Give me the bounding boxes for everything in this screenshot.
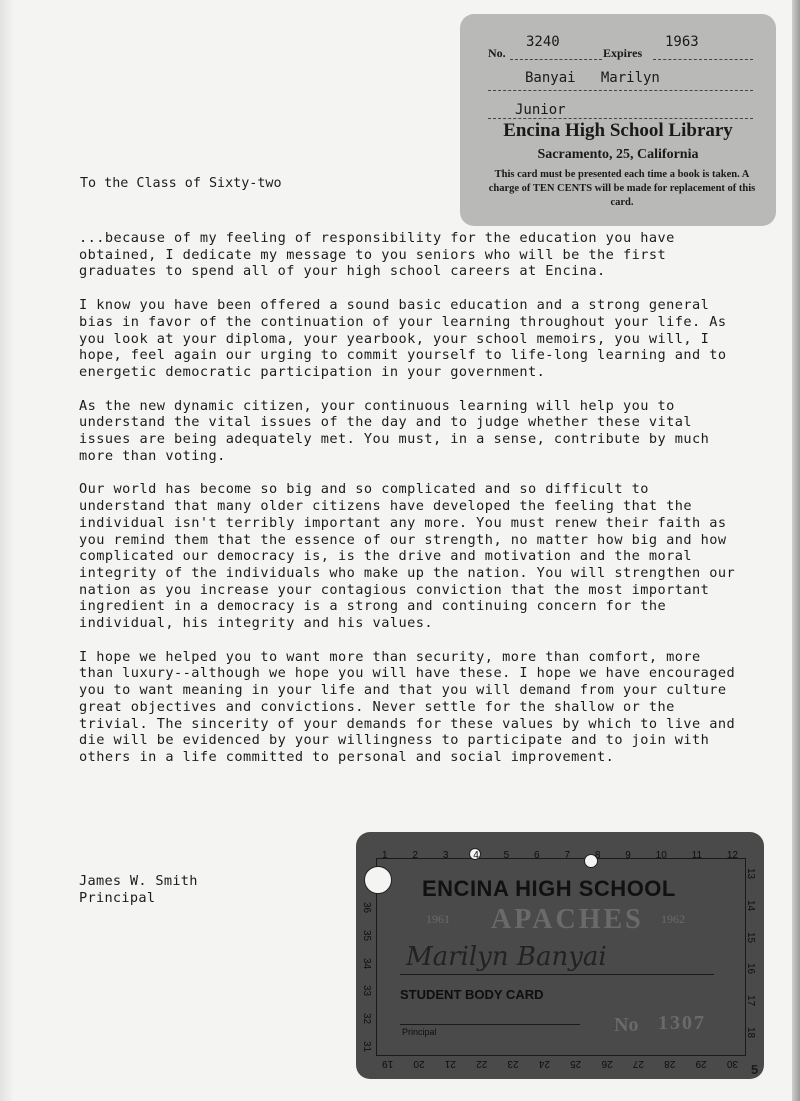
card-number: 2 (412, 850, 418, 861)
card-number: 25 (570, 1058, 582, 1069)
student-card-school: ENCINA HIGH SCHOOL (422, 876, 676, 901)
card-number: 14 (745, 899, 757, 911)
card-number: 17 (745, 995, 757, 1007)
card-number: 36 (361, 901, 373, 914)
student-card-signature-line (400, 974, 714, 975)
letter-paragraph-4: Our world has become so big and so complicated and so difficult to understand that many older citizens have developed the feeling that the individual isn't terribly important any more. You must renew their faith as you remind them that the essence of our strength, no matter how big and how complicated our democracy is, is the drive and motivation and the moral integrity of the individuals who make up the nation. You will strengthen our nation as you increase your contagious conviction that the most important ingredient in a democracy is a strong and continuing concern for the individual, his integrity and his values. (79, 481, 736, 632)
library-card-city: Sacramento, 25, California (537, 147, 699, 162)
student-card-year-end: 1962 (661, 912, 685, 926)
card-number: 31 (361, 1040, 373, 1053)
student-card-signature: Marilyn Banyai (406, 942, 607, 972)
letter-paragraph-2: I know you have been offered a sound basic education and a strong general bias in favor of the continuation of your learning throughout your life. As you look at your diploma, your yearbook, your school memoirs, you will, I hope, feel again our urging to commit yourself to life-long learning and to energetic democratic participation in your government. (79, 297, 727, 380)
student-card-top-numbers (376, 850, 744, 861)
card-number: 7 (564, 850, 570, 861)
card-number: 3 (442, 850, 449, 861)
page-edge-right (792, 0, 800, 1101)
card-number: 10 (655, 850, 667, 861)
student-body-card (356, 832, 764, 1079)
library-card-no-value: 3240 (526, 34, 560, 50)
page-number: 5 (751, 1062, 759, 1077)
library-card-name: Banyai Marilyn (525, 70, 660, 86)
letter-paragraph-3: As the new dynamic citizen, your continuous learning will help you to understand the vital issues of the day and to judge whether these vital issues are being adequately met. You must, in a sense, contribute by much more than voting. (79, 397, 710, 464)
student-card-no-value: 1307 (658, 1012, 706, 1034)
card-number: 12 (726, 850, 738, 861)
letter-salutation: To the Class of Sixty-two (80, 176, 282, 191)
card-number: 6 (534, 850, 540, 861)
library-card-title: Encina High School Library (503, 120, 733, 141)
card-number: 20 (413, 1058, 425, 1069)
library-card (460, 14, 776, 226)
signature-name: James W. Smith (79, 873, 198, 889)
card-number: 19 (382, 1058, 394, 1069)
card-number: 35 (361, 929, 373, 941)
student-card-principal-label: Principal (402, 1027, 437, 1037)
student-card-label: STUDENT BODY CARD (400, 987, 544, 1002)
card-number: 8 (594, 850, 601, 861)
card-number: 24 (538, 1058, 550, 1069)
library-card-expires-label: Expires (603, 46, 643, 60)
card-number: 34 (361, 957, 373, 969)
card-number: 9 (625, 850, 631, 861)
card-number: 27 (632, 1058, 644, 1069)
card-number: 15 (745, 931, 757, 943)
library-card-grade: Junior (515, 102, 566, 118)
card-number: 4 (473, 850, 479, 861)
library-card-grade-line (488, 118, 753, 119)
card-number: 32 (361, 1013, 373, 1025)
card-number: 29 (695, 1058, 707, 1069)
student-card-team: APACHES (491, 904, 644, 935)
library-card-notice: This card must be presented each time a book is taken. A charge of TEN CENTS will be made for replacement of this card. (488, 169, 756, 208)
library-card-no-line (510, 59, 602, 60)
card-number: 28 (664, 1058, 676, 1069)
letter-body (79, 230, 739, 783)
letter-paragraph-1: ...because of my feeling of responsibility for the education you have obtained, I dedicate my message to you seniors who will be the first graduates to spend all of your high school careers at Encina. (79, 230, 675, 280)
student-card-right-numbers (744, 868, 758, 1038)
card-number: 16 (745, 963, 757, 975)
library-card-expires-line (653, 59, 753, 60)
card-number: 26 (601, 1058, 613, 1069)
card-number: 21 (444, 1058, 456, 1069)
library-card-expires-value: 1963 (665, 34, 699, 50)
card-number: 30 (726, 1058, 738, 1069)
library-card-no-label: No. (488, 46, 506, 60)
card-number: 22 (476, 1058, 488, 1069)
punch-hole (364, 866, 392, 894)
student-card-no-label: No (614, 1014, 639, 1036)
card-number: 33 (361, 985, 373, 997)
student-card-principal-line (400, 1024, 580, 1025)
letter-signature (79, 873, 198, 907)
student-card-left-numbers (360, 902, 374, 1052)
student-card-bottom-numbers (376, 1058, 744, 1069)
card-number: 1 (382, 850, 388, 861)
library-card-name-line (488, 90, 753, 91)
card-number: 18 (745, 1026, 757, 1039)
card-number: 13 (745, 867, 757, 880)
student-card-year-start: 1961 (426, 912, 450, 926)
letter-paragraph-5: I hope we helped you to want more than security, more than comfort, more than luxury--although we hope you will have these. I hope we have encouraged you to want meaning in your life and that you will demand from your culture great objectives and convictions. Never settle for the shallow or the trivial. The sincerity of your demands for these values by which to live and die will be evidenced by your willingness to participate and to join with others in a life committed to personal and social improvement. (79, 648, 736, 765)
card-number: 5 (503, 850, 510, 861)
card-number: 11 (691, 850, 703, 861)
signature-title: Principal (79, 890, 156, 906)
card-number: 23 (507, 1058, 519, 1069)
page-edge-left (0, 0, 14, 1101)
